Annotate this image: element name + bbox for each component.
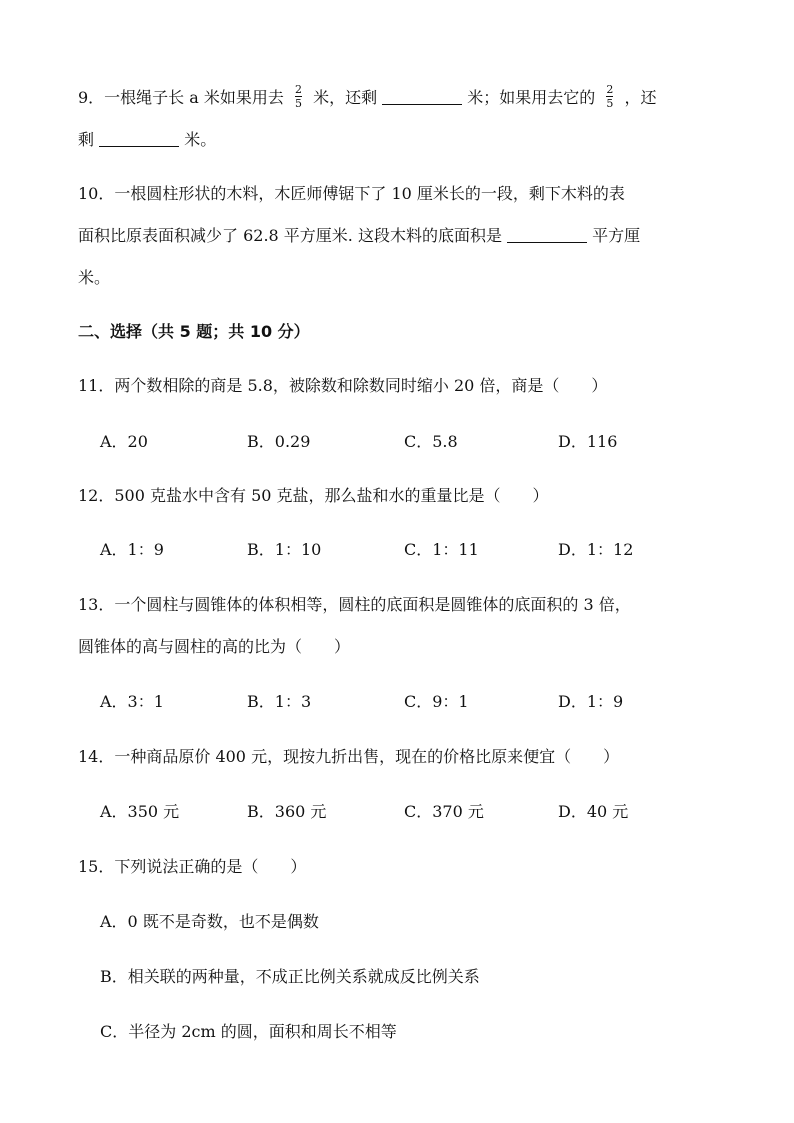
q9-line2-end: 米。 bbox=[184, 130, 217, 149]
question-13-line-2: 圆锥体的高与圆柱的高的比为（ ） bbox=[78, 637, 351, 656]
q12-option-d[interactable]: D．1：12 bbox=[558, 540, 634, 559]
q9-fraction-1-denominator: 5 bbox=[295, 97, 302, 110]
question-9-line-1 bbox=[78, 83, 657, 111]
question-12-options bbox=[100, 538, 740, 562]
q15-option-b[interactable]: B．相关联的两种量，不成正比例关系就成反比例关系 bbox=[100, 967, 480, 986]
q12-option-a[interactable]: A．1：9 bbox=[100, 540, 164, 559]
q13-option-b[interactable]: B．1：3 bbox=[247, 692, 312, 711]
q9-text-part1: 9．一根绳子长 a 米如果用去 bbox=[78, 88, 284, 107]
question-15-stem: 15．下列说法正确的是（ ） bbox=[78, 857, 307, 876]
q10-answer-blank[interactable] bbox=[507, 226, 587, 243]
question-10-line-1: 10．一根圆柱形状的木料，木匠师傅锯下了 10 厘米长的一段，剩下木料的表 bbox=[78, 184, 625, 203]
question-13-line-1: 13．一个圆柱与圆锥体的体积相等，圆柱的底面积是圆锥体的底面积的 3 倍， bbox=[78, 595, 631, 614]
q11-option-d[interactable]: D．116 bbox=[558, 432, 618, 451]
q13-option-d[interactable]: D．1：9 bbox=[558, 692, 624, 711]
q9-answer-blank-1[interactable] bbox=[382, 88, 462, 105]
q9-text-part2: 米，还剩 bbox=[313, 88, 378, 107]
question-10-line-3: 米。 bbox=[78, 268, 111, 287]
q10-line2-start: 面积比原表面积减少了 62.8 平方厘米. 这段木料的底面积是 bbox=[78, 226, 502, 245]
question-9-line-2 bbox=[78, 128, 216, 152]
q13-option-a[interactable]: A．3：1 bbox=[100, 692, 164, 711]
q14-option-b[interactable]: B．360 元 bbox=[247, 802, 327, 821]
q9-text-part4: ，还 bbox=[624, 88, 657, 107]
question-10-line-2 bbox=[78, 224, 640, 248]
q9-fraction-2 bbox=[606, 84, 613, 109]
q11-option-c[interactable]: C．5.8 bbox=[404, 432, 458, 451]
q14-option-d[interactable]: D．40 元 bbox=[558, 802, 629, 821]
question-11-stem: 11．两个数相除的商是 5.8，被除数和除数同时缩小 20 倍，商是（ ） bbox=[78, 376, 608, 395]
q9-fraction-2-numerator: 2 bbox=[606, 83, 614, 96]
section-2-heading: 二、选择（共 5 题；共 10 分） bbox=[78, 322, 310, 341]
question-12-stem: 12．500 克盐水中含有 50 克盐，那么盐和水的重量比是（ ） bbox=[78, 486, 549, 505]
q14-option-c[interactable]: C．370 元 bbox=[404, 802, 484, 821]
q13-option-c[interactable]: C．9：1 bbox=[404, 692, 469, 711]
q12-option-b[interactable]: B．1：10 bbox=[247, 540, 322, 559]
q9-fraction-1-numerator: 2 bbox=[295, 83, 302, 96]
q9-fraction-1 bbox=[295, 84, 302, 109]
q10-line2-end: 平方厘 bbox=[592, 226, 641, 245]
q9-fraction-2-denominator: 5 bbox=[606, 97, 614, 110]
question-14-options bbox=[100, 800, 740, 824]
question-14-stem: 14．一种商品原价 400 元，现按九折出售，现在的价格比原来便宜（ ） bbox=[78, 747, 620, 766]
q15-option-a[interactable]: A．0 既不是奇数，也不是偶数 bbox=[100, 912, 319, 931]
q15-option-c[interactable]: C．半径为 2cm 的圆，面积和周长不相等 bbox=[100, 1022, 397, 1041]
q11-option-b[interactable]: B．0.29 bbox=[247, 432, 311, 451]
q11-option-a[interactable]: A．20 bbox=[100, 432, 148, 451]
q9-line2-start: 剩 bbox=[78, 130, 95, 149]
q12-option-c[interactable]: C．1：11 bbox=[404, 540, 479, 559]
q9-text-part3: 米；如果用去它的 bbox=[467, 88, 596, 107]
q9-answer-blank-2[interactable] bbox=[99, 130, 179, 147]
question-13-options bbox=[100, 690, 740, 714]
q14-option-a[interactable]: A．350 元 bbox=[100, 802, 180, 821]
question-11-options bbox=[100, 430, 740, 454]
